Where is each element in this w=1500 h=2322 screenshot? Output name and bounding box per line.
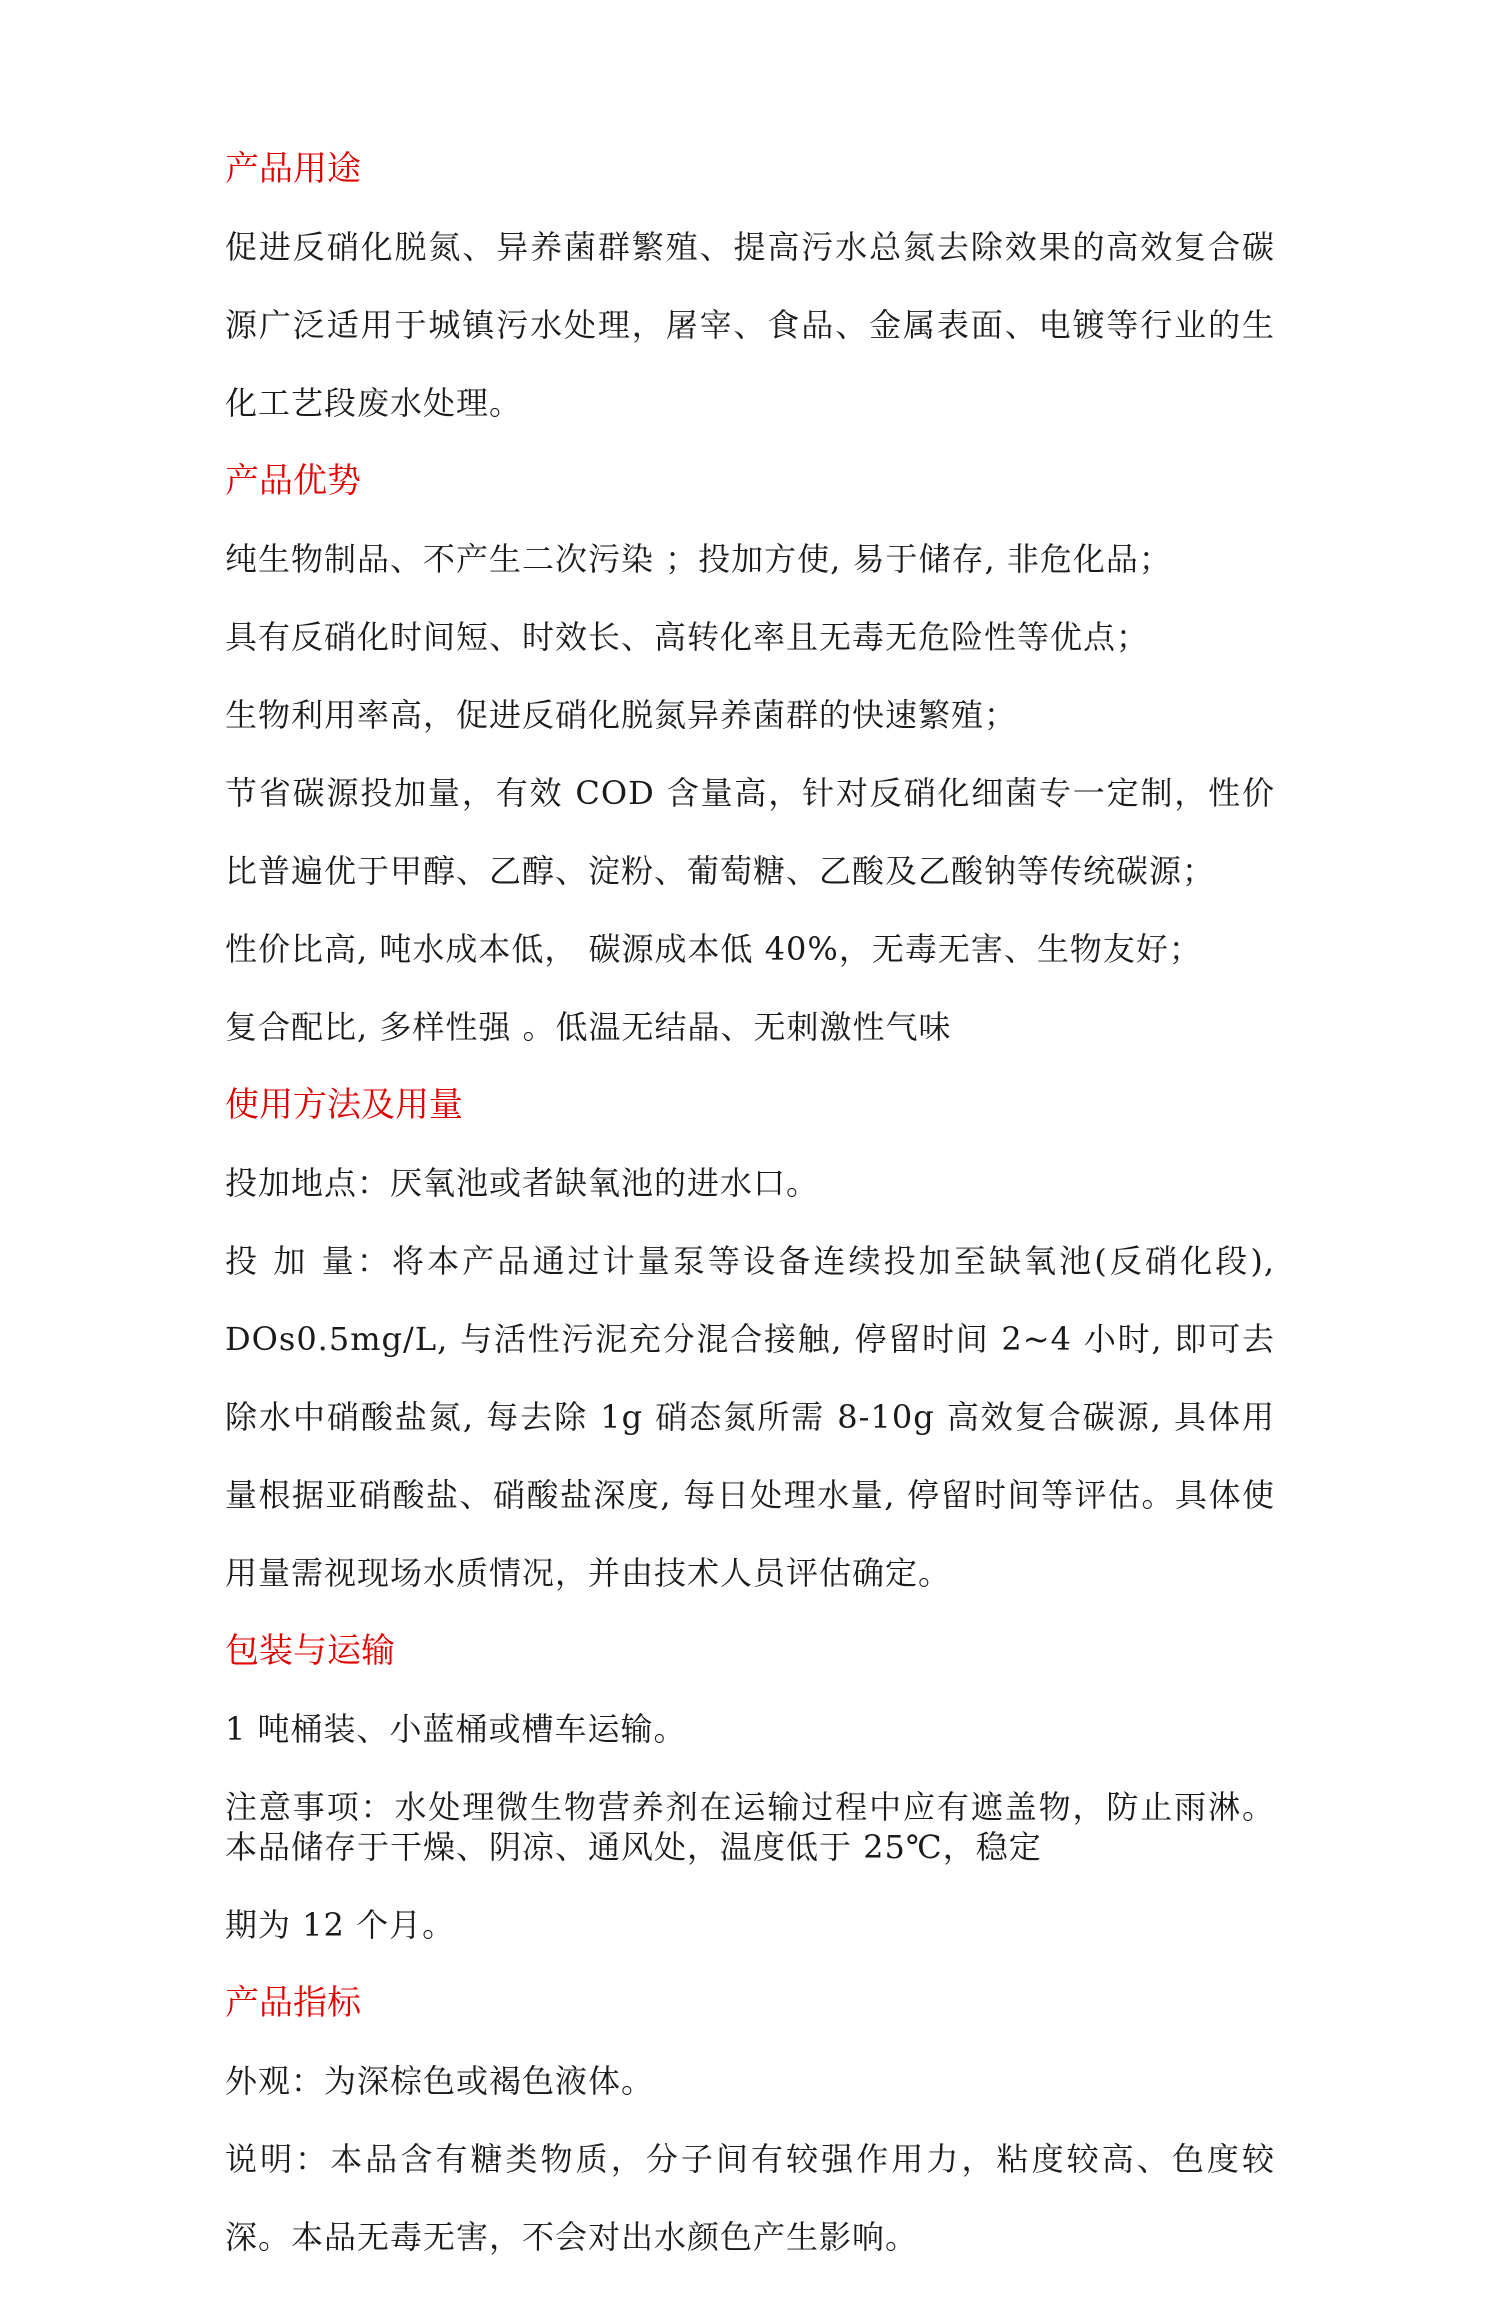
advantage-line: 生物利用率高，促进反硝化脱氮异养菌群的快速繁殖； — [225, 696, 1018, 734]
advantage-line: 纯生物制品、不产生二次污染 ；投加方使, 易于储存, 非危化品； — [225, 540, 1172, 578]
notice-paragraph: 注意事项：水处理微生物营养剂在运输过程中应有遮盖物，防止雨淋。本品储存于干燥、阴凉、通风处，温度低于 25℃，稳定 — [225, 1788, 1275, 1866]
document-body — [225, 130, 1275, 2276]
dosage-paragraph: 投 加 量：将本产品通过计量泵等设备连续投加至缺氧池(反硝化段), DOs0.5mg/L, 与活性污泥充分混合接触, 停留时间 2~4 小时, 即可去除水中硝酸盐氮, 每去除 1g 硝态氮所需 8-10g 高效复合碳源, 具体用量根据亚硝酸盐、硝酸盐深度, 每日处理水量, 停留时间等评估。具体使用量需视现场水质情况，并由技术人员评估确定。 — [225, 1242, 1275, 1592]
shelf-life-line: 期为 12 个月。 — [225, 1906, 456, 1944]
advantage-line: 复合配比, 多样性强 。低温无结晶、无刺激性气味 — [225, 1008, 952, 1046]
advantage-line: 性价比高, 吨水成本低， 碳源成本低 40%，无毒无害、生物友好； — [225, 930, 1202, 968]
section-heading: 产品优势 — [225, 461, 361, 501]
description-paragraph: 说明：本品含有糖类物质，分子间有较强作用力，粘度较高、色度较深。本品无毒无害，不会对出水颜色产生影响。 — [225, 2140, 1275, 2256]
section-heading: 产品指标 — [225, 1983, 361, 2023]
appearance-line: 外观：为深棕色或褐色液体。 — [225, 2062, 655, 2100]
packaging-line: 1 吨桶装、小蓝桶或槽车运输。 — [225, 1710, 687, 1748]
paragraph: 促进反硝化脱氮、异养菌群繁殖、提高污水总氮去除效果的高效复合碳源广泛适用于城镇污水处理，屠宰、食品、金属表面、电镀等行业的生化工艺段废水处理。 — [225, 228, 1275, 422]
section-packaging-transport — [225, 1612, 1275, 1964]
section-product-advantages — [225, 442, 1275, 1066]
section-heading: 使用方法及用量 — [225, 1085, 463, 1125]
section-heading: 产品用途 — [225, 149, 361, 189]
dosing-point-line: 投加地点：厌氧池或者缺氧池的进水口。 — [225, 1164, 820, 1202]
advantage-paragraph: 节省碳源投加量，有效 COD 含量高，针对反硝化细菌专一定制，性价比普遍优于甲醇、乙醇、淀粉、葡萄糖、乙酸及乙酸钠等传统碳源； — [225, 774, 1275, 890]
section-usage-dosage — [225, 1066, 1275, 1612]
section-product-use — [225, 130, 1275, 442]
advantage-line: 具有反硝化时间短、时效长、高转化率且无毒无危险性等优点； — [225, 618, 1150, 656]
section-heading: 包装与运输 — [225, 1631, 395, 1671]
section-product-specs — [225, 1964, 1275, 2276]
